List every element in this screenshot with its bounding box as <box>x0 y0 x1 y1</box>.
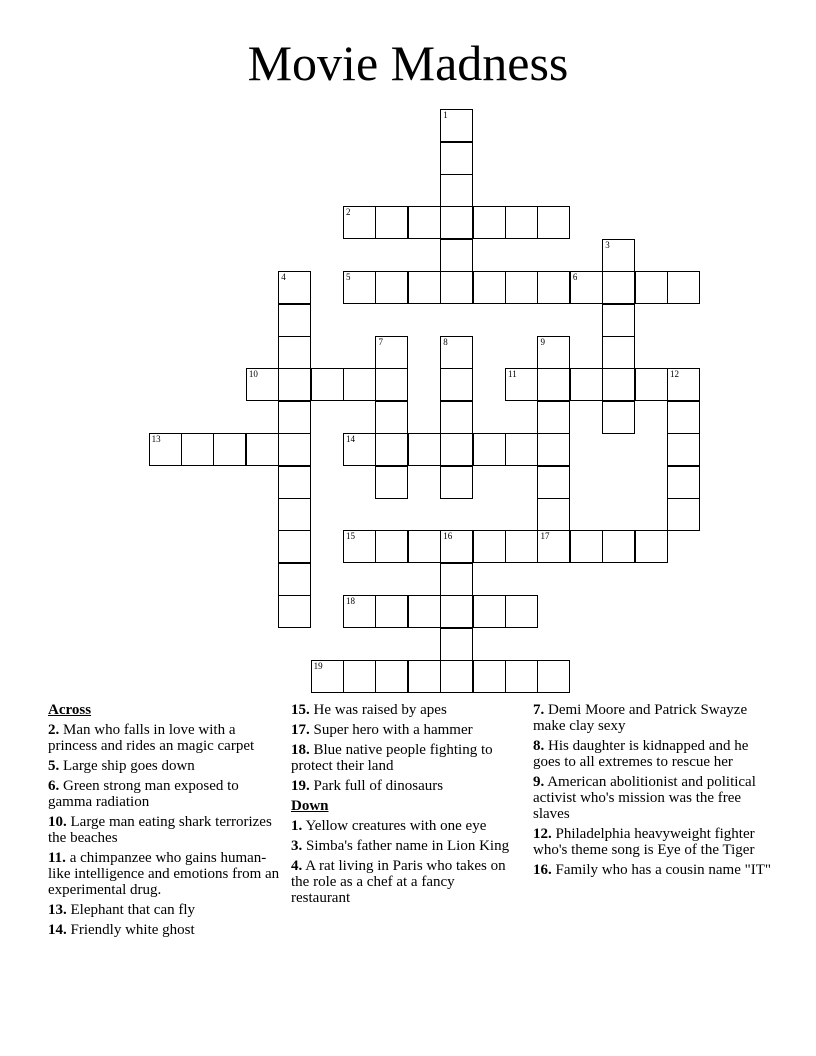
grid-cell[interactable] <box>278 271 311 304</box>
clue-number-label: 13. <box>48 902 67 918</box>
clue-text: Friendly white ghost <box>70 922 195 938</box>
clue-item <box>533 774 773 822</box>
clue-item <box>291 742 517 774</box>
grid-cell[interactable] <box>440 628 473 661</box>
clue-number-label: 12. <box>533 826 552 842</box>
clue-text: American abolitionist and political activist who's mission was the free slaves <box>533 774 756 822</box>
grid-cell[interactable] <box>602 239 635 272</box>
clue-number-label: 16. <box>533 862 552 878</box>
grid-cell[interactable] <box>343 530 376 563</box>
grid-cell[interactable] <box>667 368 700 401</box>
clue-text: Large man eating shark terrorizes the beaches <box>48 814 272 846</box>
clue-item <box>291 858 517 906</box>
clue-item <box>48 902 280 918</box>
grid-cell[interactable] <box>635 368 668 401</box>
clue-text: Philadelphia heavyweight fighter who's theme song is Eye of the Tiger <box>533 826 755 858</box>
grid-cell[interactable] <box>440 433 473 466</box>
grid-cell[interactable] <box>246 433 279 466</box>
down-heading: Down <box>291 798 329 814</box>
grid-cell[interactable] <box>667 498 700 531</box>
grid-cell[interactable] <box>537 336 570 369</box>
clue-number: 17 <box>540 531 550 542</box>
across-heading: Across <box>48 702 92 718</box>
clue-text: Park full of dinosaurs <box>313 778 444 794</box>
clue-number: 10 <box>248 369 258 380</box>
grid-cell[interactable] <box>278 368 311 401</box>
grid-cell[interactable] <box>440 336 473 369</box>
grid-cell[interactable] <box>149 433 182 466</box>
grid-cell[interactable] <box>537 401 570 434</box>
clue-text: Elephant that can fly <box>70 902 196 918</box>
grid-cell[interactable] <box>408 271 441 304</box>
grid-cell[interactable] <box>408 595 441 628</box>
grid-cell[interactable] <box>440 109 473 142</box>
clue-number: 4 <box>281 272 286 283</box>
grid-cell[interactable] <box>375 336 408 369</box>
clue-text: Blue native people fighting to protect their land <box>291 742 493 774</box>
clue-number: 14 <box>346 434 356 445</box>
grid-cell[interactable] <box>311 660 344 693</box>
grid-cell[interactable] <box>375 466 408 499</box>
grid-cell[interactable] <box>375 433 408 466</box>
clue-number: 12 <box>670 369 680 380</box>
grid-cell[interactable] <box>667 466 700 499</box>
clue-text: Yellow creatures with one eye <box>305 818 487 834</box>
clue-number-label: 14. <box>48 922 67 938</box>
clue-number: 8 <box>443 337 448 348</box>
grid-cell[interactable] <box>375 271 408 304</box>
grid-cell[interactable] <box>278 563 311 596</box>
grid-cell[interactable] <box>570 271 603 304</box>
clues-column-1 <box>48 702 280 942</box>
clue-number: 13 <box>151 434 161 445</box>
grid-cell[interactable] <box>570 368 603 401</box>
clue-number: 5 <box>346 272 351 283</box>
grid-cell[interactable] <box>440 401 473 434</box>
grid-cell[interactable] <box>375 530 408 563</box>
clue-number: 19 <box>313 661 323 672</box>
clue-number: 9 <box>540 337 545 348</box>
grid-cell[interactable] <box>473 206 506 239</box>
grid-cell[interactable] <box>667 401 700 434</box>
grid-cell[interactable] <box>667 271 700 304</box>
clue-number-label: 8. <box>533 738 545 754</box>
clue-number-label: 3. <box>291 838 303 854</box>
clue-text: Family who has a cousin name "IT" <box>555 862 772 878</box>
grid-cell[interactable] <box>440 660 473 693</box>
grid-cell[interactable] <box>602 271 635 304</box>
clue-text: Simba's father name in Lion King <box>306 838 510 854</box>
clue-item <box>533 862 773 878</box>
grid-cell[interactable] <box>537 530 570 563</box>
grid-cell[interactable] <box>278 595 311 628</box>
grid-cell[interactable] <box>505 595 538 628</box>
clue-number: 2 <box>346 207 351 218</box>
clue-text: Green strong man exposed to gamma radiation <box>48 778 239 810</box>
clue-text: Man who falls in love with a princess and rides an magic carpet <box>48 722 255 754</box>
grid-cell[interactable] <box>181 433 214 466</box>
grid-cell[interactable] <box>635 530 668 563</box>
grid-cell[interactable] <box>602 336 635 369</box>
clue-text: A rat living in Paris who takes on the role as a chef at a fancy restaurant <box>291 858 506 906</box>
grid-cell[interactable] <box>440 206 473 239</box>
grid-cell[interactable] <box>408 530 441 563</box>
grid-cell[interactable] <box>505 206 538 239</box>
grid-cell[interactable] <box>440 142 473 175</box>
clue-item <box>48 814 280 846</box>
grid-cell[interactable] <box>602 401 635 434</box>
clue-text: a chimpanzee who gains human-like intelligence and emotions from an experimental drug. <box>48 850 280 898</box>
clue-number-label: 18. <box>291 742 310 758</box>
grid-cell[interactable] <box>311 368 344 401</box>
grid-cell[interactable] <box>537 466 570 499</box>
clue-text: Super hero with a hammer <box>313 722 473 738</box>
grid-cell[interactable] <box>473 433 506 466</box>
clue-item <box>48 722 280 754</box>
grid-cell[interactable] <box>602 304 635 337</box>
grid-cell[interactable] <box>635 271 668 304</box>
grid-cell[interactable] <box>440 239 473 272</box>
grid-cell[interactable] <box>537 368 570 401</box>
clue-number-label: 7. <box>533 702 545 718</box>
clue-item <box>48 850 280 898</box>
grid-cell[interactable] <box>440 563 473 596</box>
clue-number-label: 4. <box>291 858 303 874</box>
grid-cell[interactable] <box>473 660 506 693</box>
grid-cell[interactable] <box>343 595 376 628</box>
clue-number-label: 1. <box>291 818 303 834</box>
grid-cell[interactable] <box>602 368 635 401</box>
clue-item <box>291 702 517 718</box>
grid-cell[interactable] <box>505 530 538 563</box>
grid-cell[interactable] <box>505 271 538 304</box>
grid-cell[interactable] <box>537 206 570 239</box>
grid-cell[interactable] <box>440 595 473 628</box>
clue-number-label: 15. <box>291 702 310 718</box>
clue-number: 18 <box>346 596 356 607</box>
clue-item <box>533 702 773 734</box>
grid-cell[interactable] <box>375 401 408 434</box>
grid-cell[interactable] <box>570 530 603 563</box>
clue-number-label: 19. <box>291 778 310 794</box>
grid-cell[interactable] <box>408 660 441 693</box>
clue-text: He was raised by apes <box>313 702 447 718</box>
clue-item <box>48 758 280 774</box>
grid-cell[interactable] <box>375 595 408 628</box>
clue-item <box>291 838 517 854</box>
grid-cell[interactable] <box>343 271 376 304</box>
grid-cell[interactable] <box>440 174 473 207</box>
grid-cell[interactable] <box>375 206 408 239</box>
grid-cell[interactable] <box>505 433 538 466</box>
grid-cell[interactable] <box>473 530 506 563</box>
grid-cell[interactable] <box>602 530 635 563</box>
clue-number: 6 <box>572 272 578 283</box>
grid-cell[interactable] <box>278 466 311 499</box>
clue-text: Large ship goes down <box>63 758 195 774</box>
clue-item <box>533 738 773 770</box>
clues-column-3 <box>533 702 773 882</box>
clue-item <box>48 778 280 810</box>
clue-number-label: 5. <box>48 758 60 774</box>
clue-item <box>48 922 280 938</box>
clue-number-label: 10. <box>48 814 67 830</box>
grid-cell[interactable] <box>408 433 441 466</box>
clue-number: 7 <box>378 337 383 348</box>
grid-cell[interactable] <box>537 433 570 466</box>
grid-cell[interactable] <box>505 368 538 401</box>
grid-cell[interactable] <box>278 433 311 466</box>
clue-number-label: 6. <box>48 778 60 794</box>
grid-cell[interactable] <box>473 271 506 304</box>
clue-number-label: 2. <box>48 722 60 738</box>
grid-cell[interactable] <box>278 336 311 369</box>
grid-cell[interactable] <box>213 433 246 466</box>
clues-column-2 <box>291 702 517 910</box>
clue-item <box>291 722 517 738</box>
clue-number-label: 11. <box>48 850 66 866</box>
page-title: Movie Madness <box>247 35 569 91</box>
grid-cell[interactable] <box>278 530 311 563</box>
clue-number: 16 <box>443 531 453 542</box>
clue-text: His daughter is kidnapped and he goes to all extremes to rescue her <box>533 738 749 770</box>
clue-number: 3 <box>605 239 610 250</box>
grid-cell[interactable] <box>343 433 376 466</box>
grid-cell[interactable] <box>473 595 506 628</box>
grid-cell[interactable] <box>667 433 700 466</box>
grid-cell[interactable] <box>440 530 473 563</box>
grid-cell[interactable] <box>343 368 376 401</box>
clue-item <box>291 818 517 834</box>
clue-text: Demi Moore and Patrick Swayze make clay sexy <box>533 702 748 734</box>
grid-cell[interactable] <box>343 206 376 239</box>
grid-cell[interactable] <box>278 401 311 434</box>
grid-cell[interactable] <box>537 271 570 304</box>
grid-cell[interactable] <box>440 368 473 401</box>
grid-cell[interactable] <box>537 498 570 531</box>
clue-number: 11 <box>508 369 517 380</box>
grid-cell[interactable] <box>278 498 311 531</box>
grid-cell[interactable] <box>505 660 538 693</box>
clue-number-label: 17. <box>291 722 310 738</box>
clue-item <box>291 778 517 794</box>
grid-cell[interactable] <box>246 368 279 401</box>
grid-cell[interactable] <box>537 660 570 693</box>
grid-cell[interactable] <box>408 206 441 239</box>
clue-number: 1 <box>443 110 448 121</box>
grid-cell[interactable] <box>375 368 408 401</box>
clue-number-label: 9. <box>533 774 545 790</box>
grid-cell[interactable] <box>343 660 376 693</box>
grid-cell[interactable] <box>375 660 408 693</box>
clue-item <box>533 826 773 858</box>
clue-number: 15 <box>346 531 356 542</box>
grid-cell[interactable] <box>440 271 473 304</box>
grid-cell[interactable] <box>440 466 473 499</box>
grid-cell[interactable] <box>278 304 311 337</box>
